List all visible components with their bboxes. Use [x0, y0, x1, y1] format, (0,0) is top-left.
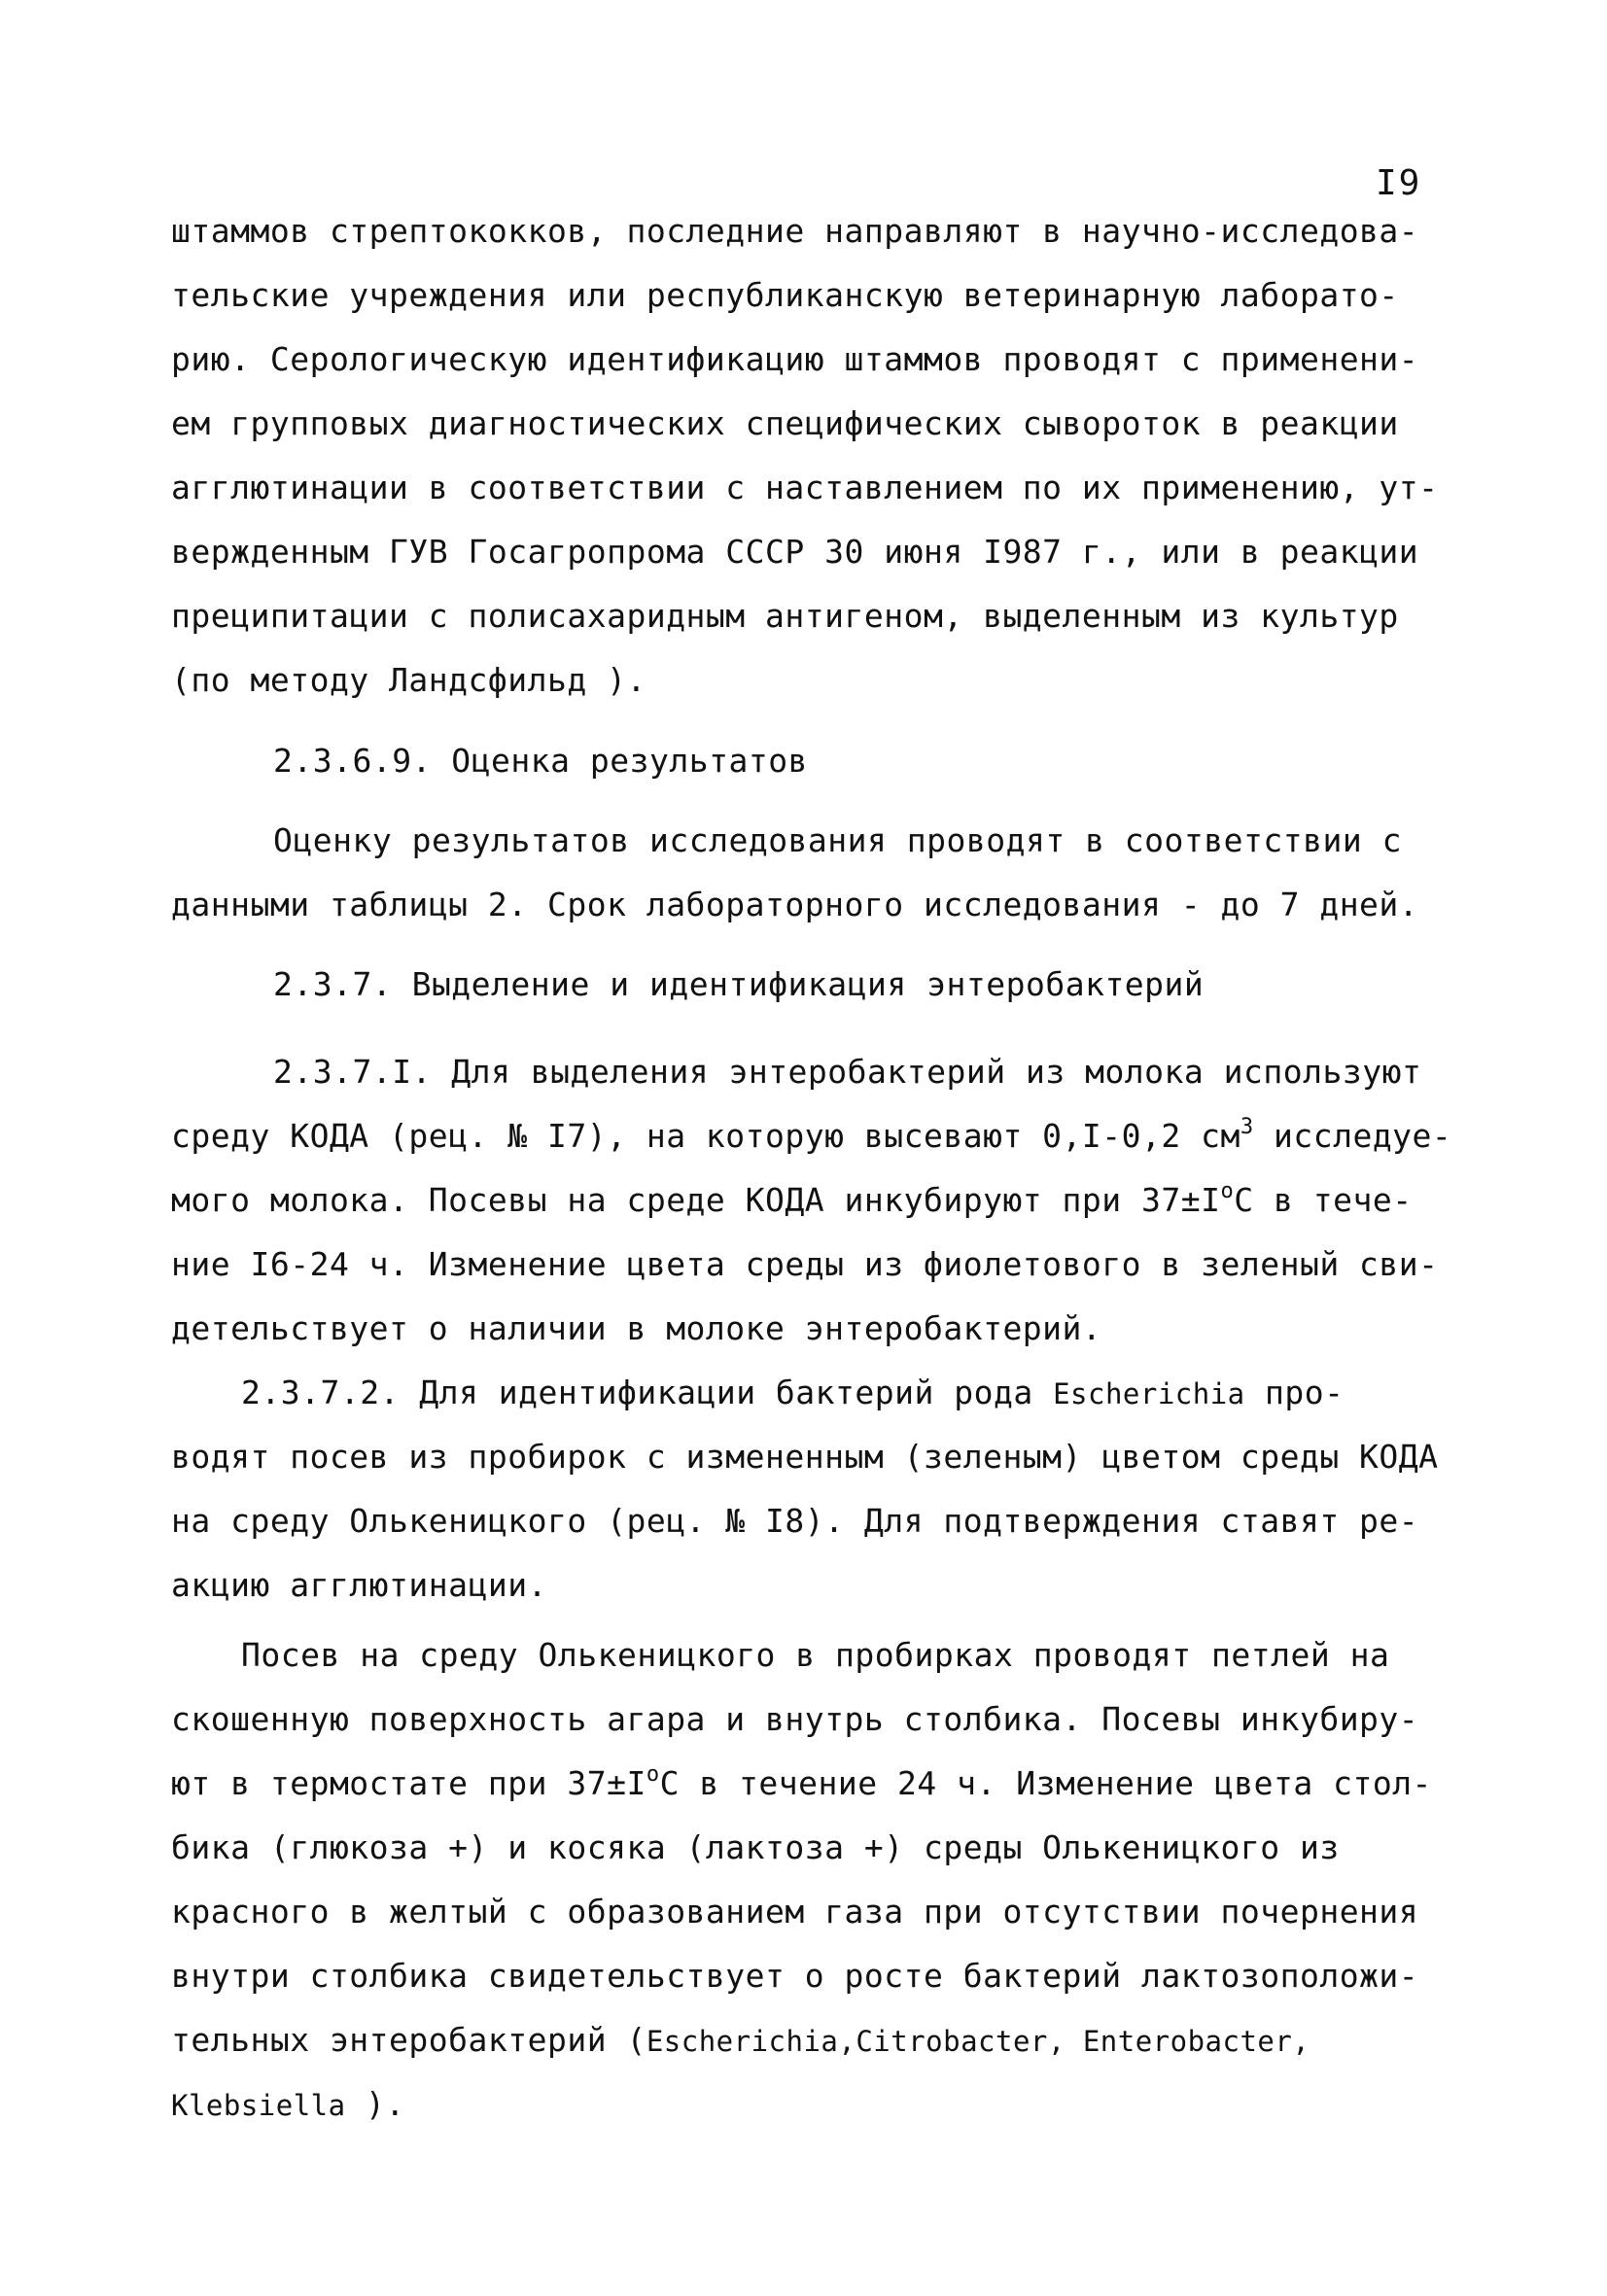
- paragraph-5: [171, 1623, 1474, 2137]
- paragraph-3: [171, 1040, 1474, 1361]
- text-line: [171, 2008, 1474, 2072]
- text-line: внутри столбика свидетельствует о росте бактерий лактозоположи-: [171, 1957, 1419, 1995]
- text-line: скошенную поверхность агара и внутрь столбика. Посевы инкубиру-: [171, 1700, 1419, 1738]
- text-line: агглютинации в соответствии с наставлением по их применению, ут-: [171, 469, 1439, 506]
- text-line: штаммов стрептококков, последние направляют в научно-исследова-: [171, 212, 1419, 250]
- section-heading-2369: [171, 729, 1474, 793]
- text-fragment: С в течение 24 ч. Изменение цвета стол-: [659, 1764, 1432, 1802]
- text-line: преципитации с полисахаридным антигеном, выделенным из культур: [171, 597, 1399, 635]
- text-line: водят посев из пробирок с измененным (зеленым) цветом среды КОДА: [171, 1438, 1439, 1476]
- text-fragment: среду КОДА (рец. № I7), на которую высевают 0,I-0,2 см: [171, 1117, 1240, 1155]
- text-fragment: ).: [345, 2085, 405, 2123]
- latin-term: Escherichia: [1053, 1377, 1245, 1410]
- text-fragment: ют в термостате при 37±I: [171, 1764, 646, 1802]
- text-line: (по методу Ландсфильд ).: [171, 661, 646, 699]
- superscript: о: [646, 1762, 660, 1787]
- page-number: I9: [1376, 163, 1422, 203]
- text-line: [171, 2072, 1474, 2137]
- text-fragment: тельных энтеробактерий (: [171, 2021, 646, 2059]
- text-line: [171, 1104, 1474, 1168]
- text-line: Посев на среду Олькеницкого в пробирках проводят петлей на: [241, 1636, 1390, 1674]
- latin-term: Klebsiella: [171, 2089, 346, 2122]
- text-line: [171, 1168, 1474, 1233]
- text-line: [171, 1361, 1474, 1425]
- text-line: 2.3.7.I. Для выделения энтеробактерий из молока используют: [273, 1053, 1422, 1091]
- text-fragment: исследуе-: [1253, 1117, 1452, 1155]
- text-line: ем групповых диагностических специфических сывороток в реакции: [171, 404, 1399, 442]
- text-line: [171, 1752, 1474, 1816]
- text-line: детельствует о наличии в молоке энтеробактерий.: [171, 1309, 1102, 1347]
- text-line: Оценку результатов исследования проводят в соответствии с: [273, 821, 1402, 859]
- text-line: данными таблицы 2. Срок лабораторного исследования - до 7 дней.: [171, 886, 1419, 923]
- text-line: рию. Серологическую идентификацию штаммов проводят с применени-: [171, 340, 1419, 378]
- text-line: бика (глюкоза +) и косяка (лактоза +) среды Олькеницкого из: [171, 1828, 1340, 1866]
- text-line: ние I6-24 ч. Изменение цвета среды из фиолетового в зеленый сви-: [171, 1245, 1439, 1283]
- text-fragment: 2.3.7.2. Для идентификации бактерий рода: [241, 1374, 1054, 1411]
- paragraph-1: [171, 199, 1474, 713]
- heading-text: 2.3.6.9. Оценка результатов: [273, 742, 808, 780]
- latin-term: Escherichia,Citrobacter, Enterobacter,: [646, 2025, 1310, 2058]
- paragraph-4: [171, 1361, 1474, 1618]
- section-heading-237: [171, 953, 1474, 1017]
- superscript: о: [1220, 1179, 1235, 1203]
- text-line: вержденным ГУВ Госагропрома СССР 30 июня I987 г., или в реакции: [171, 533, 1419, 571]
- text-fragment: про-: [1244, 1374, 1345, 1411]
- text-line: на среду Олькеницкого (рец. № I8). Для подтверждения ставят ре-: [171, 1502, 1419, 1540]
- text-line: красного в желтый с образованием газа при отсутствии почернения: [171, 1893, 1419, 1931]
- text-fragment: мого молока. Посевы на среде КОДА инкубируют при 37±I: [171, 1181, 1221, 1219]
- paragraph-2: [171, 809, 1474, 937]
- text-line: акцию агглютинации.: [171, 1566, 547, 1604]
- superscript: 3: [1240, 1115, 1254, 1139]
- heading-text: 2.3.7. Выделение и идентификация энтеробактерий: [273, 965, 1205, 1003]
- text-line: тельские учреждения или республиканскую ветеринарную лаборато-: [171, 276, 1399, 314]
- text-fragment: С в тече-: [1234, 1181, 1413, 1219]
